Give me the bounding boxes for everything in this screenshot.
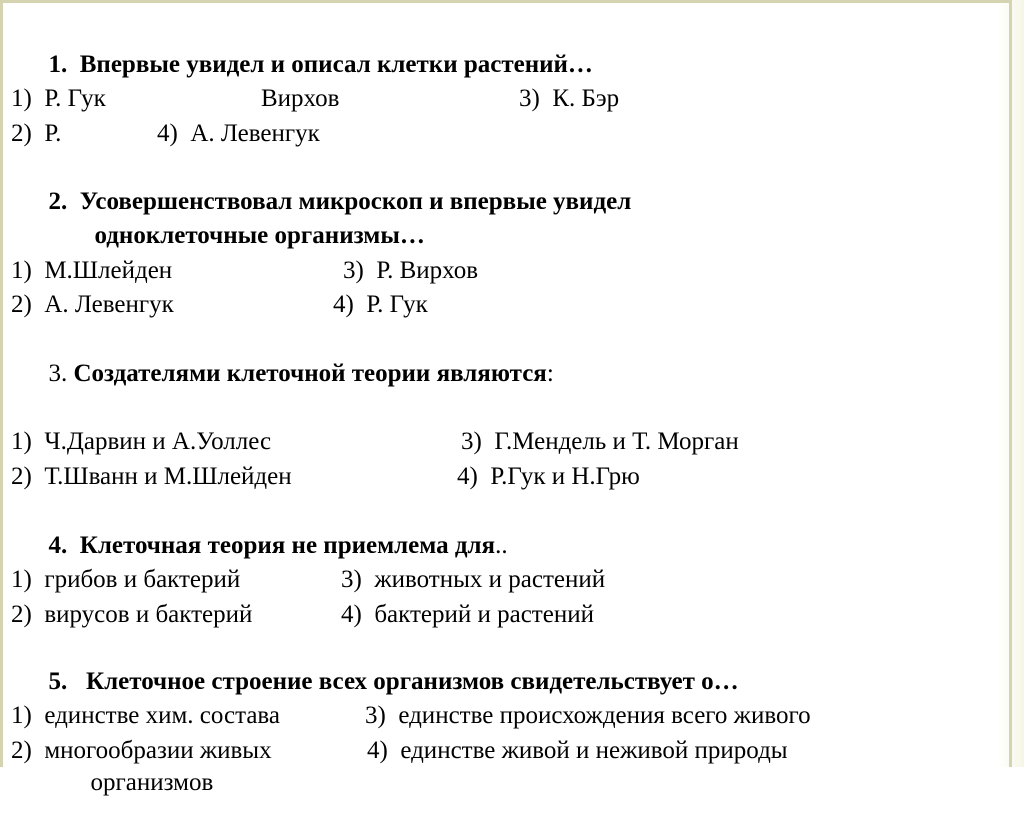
question-2-continuation [57,185,425,249]
question-1-option-1: 1) Р. Гук [11,85,106,112]
question-4-options-row-2 [11,564,1011,628]
question-3-option-2: 2) Т.Шванн и М.Шлейден [11,463,292,490]
question-2-text-2: одноклеточные организмы… [94,222,425,249]
question-4-option-2: 2) вирусов и бактерий [11,601,253,628]
question-1-option-4: 4) А. Левенгук [157,120,320,147]
question-2 [11,151,632,215]
question-5-options-row-2 [11,700,1011,764]
question-2-option-3: 3) Р. Вирхов [343,257,479,284]
question-5-option-2-continuation [53,732,214,796]
question-4-option-4: 4) бактерий и растений [341,601,594,628]
question-5-option-1: 1) единстве хим. состава [11,702,281,729]
question-5-option-2-cont: организмов [90,769,214,796]
question-1-option-2: 2) Р. [11,120,62,147]
question-5 [11,631,739,695]
question-1-option-3: 3) К. Бэр [519,85,620,112]
question-1-options-row-1 [11,48,1011,112]
question-3-text: Создателями клеточной теории являются [73,360,547,387]
question-4-options-row-1 [11,529,1011,593]
question-1-text: Впервые увидел и описал клетки растений… [79,51,593,78]
question-4-text: Клеточная теория не приемлема для [79,532,496,559]
question-4-option-3: 3) животных и растений [341,566,606,593]
question-2-option-1: 1) М.Шлейден [11,257,173,284]
question-3-number: 3. [48,360,68,387]
question-3-colon: : [546,360,554,387]
question-5-number: 5. [48,668,68,695]
question-2-options-row-1 [11,220,1011,284]
question-3-option-4: 4) Р.Гук и Н.Грю [457,463,640,490]
question-4-number: 4. [48,532,68,559]
question-3-options-row-1 [11,391,1011,455]
question-5-option-2: 2) многообразии живых [11,737,272,764]
question-1-options-row-2 [11,83,1011,147]
question-2-option-4: 4) Р. Гук [333,291,428,318]
question-5-option-3: 3) единстве происхождения всего живого [365,702,811,729]
question-2-text: Усовершенствовал микроскоп и впервые увидел [79,188,632,215]
question-5-option-4: 4) единстве живой и неживой природы [367,737,788,764]
question-3-option-3: 3) Г.Мендель и Т. Морган [461,428,739,455]
question-4-dots: .. [495,532,508,559]
question-1-option-b: Вирхов [261,85,340,112]
question-3 [11,323,554,387]
question-3-option-1: 1) Ч.Дарвин и А.Уоллес [11,428,272,455]
question-5-text: Клеточное строение всех организмов свидетельствует о… [86,668,739,695]
question-4-option-1: 1) грибов и бактерий [11,566,241,593]
question-1 [11,14,593,78]
question-2-options-row-2 [11,254,1011,318]
question-4 [11,495,508,559]
question-2-number: 2. [48,188,68,215]
question-2-option-2: 2) А. Левенгук [11,291,174,318]
question-5-options-row-1 [11,665,1011,729]
question-3-options-row-2 [11,426,1011,490]
question-1-number: 1. [48,51,68,78]
